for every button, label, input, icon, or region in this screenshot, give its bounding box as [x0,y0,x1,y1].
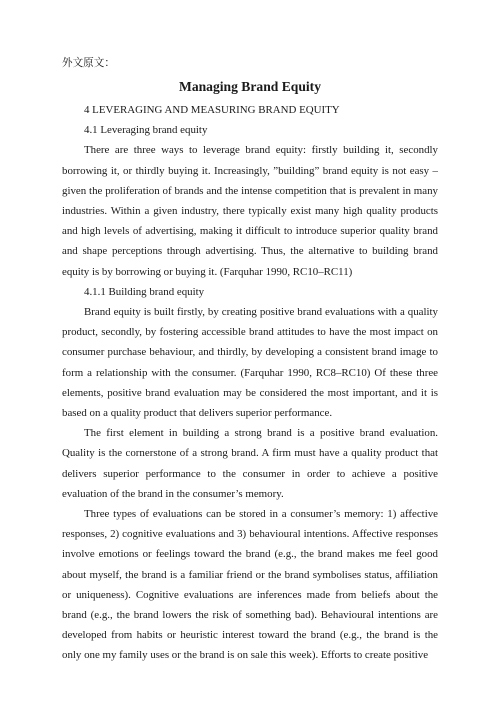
paragraph: Brand equity is built firstly, by creating positive brand evaluations with a quality product, secondly, by fostering accessible brand attitudes to have the most impact on consumer purchase behaviour, and thirdly, by developing a consistent brand image to form a relationship with the consumer. (Farquhar 1990, RC8–RC10) Of these three elements, positive brand evaluation may be considered the most important, and it is based on a quality product that delivers superior performance. [62,306,438,420]
paragraph: Three types of evaluations can be stored in a consumer’s memory: 1) affective responses, 2) cognitive evaluations and 3) behavioural intentions. Affective responses involve emotions or feelings toward the brand (e.g., the brand makes me feel good about myself, the brand is a familiar friend or the brand symbolises status, affiliation or uniqueness). Cognitive evaluations are inferences made from beliefs about the brand (e.g., the brand lowers the risk of something bad). Behavioural intentions are developed from habits or heuristic interest toward the brand (e.g., the brand is the only one my family uses or the brand is on sale this week). Efforts to create positive [62,508,438,662]
source-label: 外文原文： [62,58,115,69]
paragraph: There are three ways to leverage brand equity: firstly building it, secondly borrowing it, or thirdly buying it. Increasingly, ”building” brand equity is not easy – given the proliferation of brands and the intense competition that is prevalent in many industries. Within a given industry, there typically exist many high quality products and high levels of advertising, making it difficult to introduce superior quality brand and shape perceptions through advertising. Thus, the alternative to building brand equity is by borrowing or buying it. (Farquhar 1990, RC10–RC11) [62,144,438,278]
document-title: Managing Brand Equity [178,79,322,94]
subsection-heading: 4.1 Leveraging brand equity [84,124,208,137]
section-heading: 4 LEVERAGING AND MEASURING BRAND EQUITY [84,104,340,116]
paragraph: The first element in building a strong brand is a positive brand evaluation. Quality is the cornerstone of a strong brand. A firm must have a quality product that delivers superior performance to the consumer in order to achieve a positive evaluation of the brand in the consumer’s memory. [62,427,438,500]
subsubsection-heading: 4.1.1 Building brand equity [84,285,205,298]
